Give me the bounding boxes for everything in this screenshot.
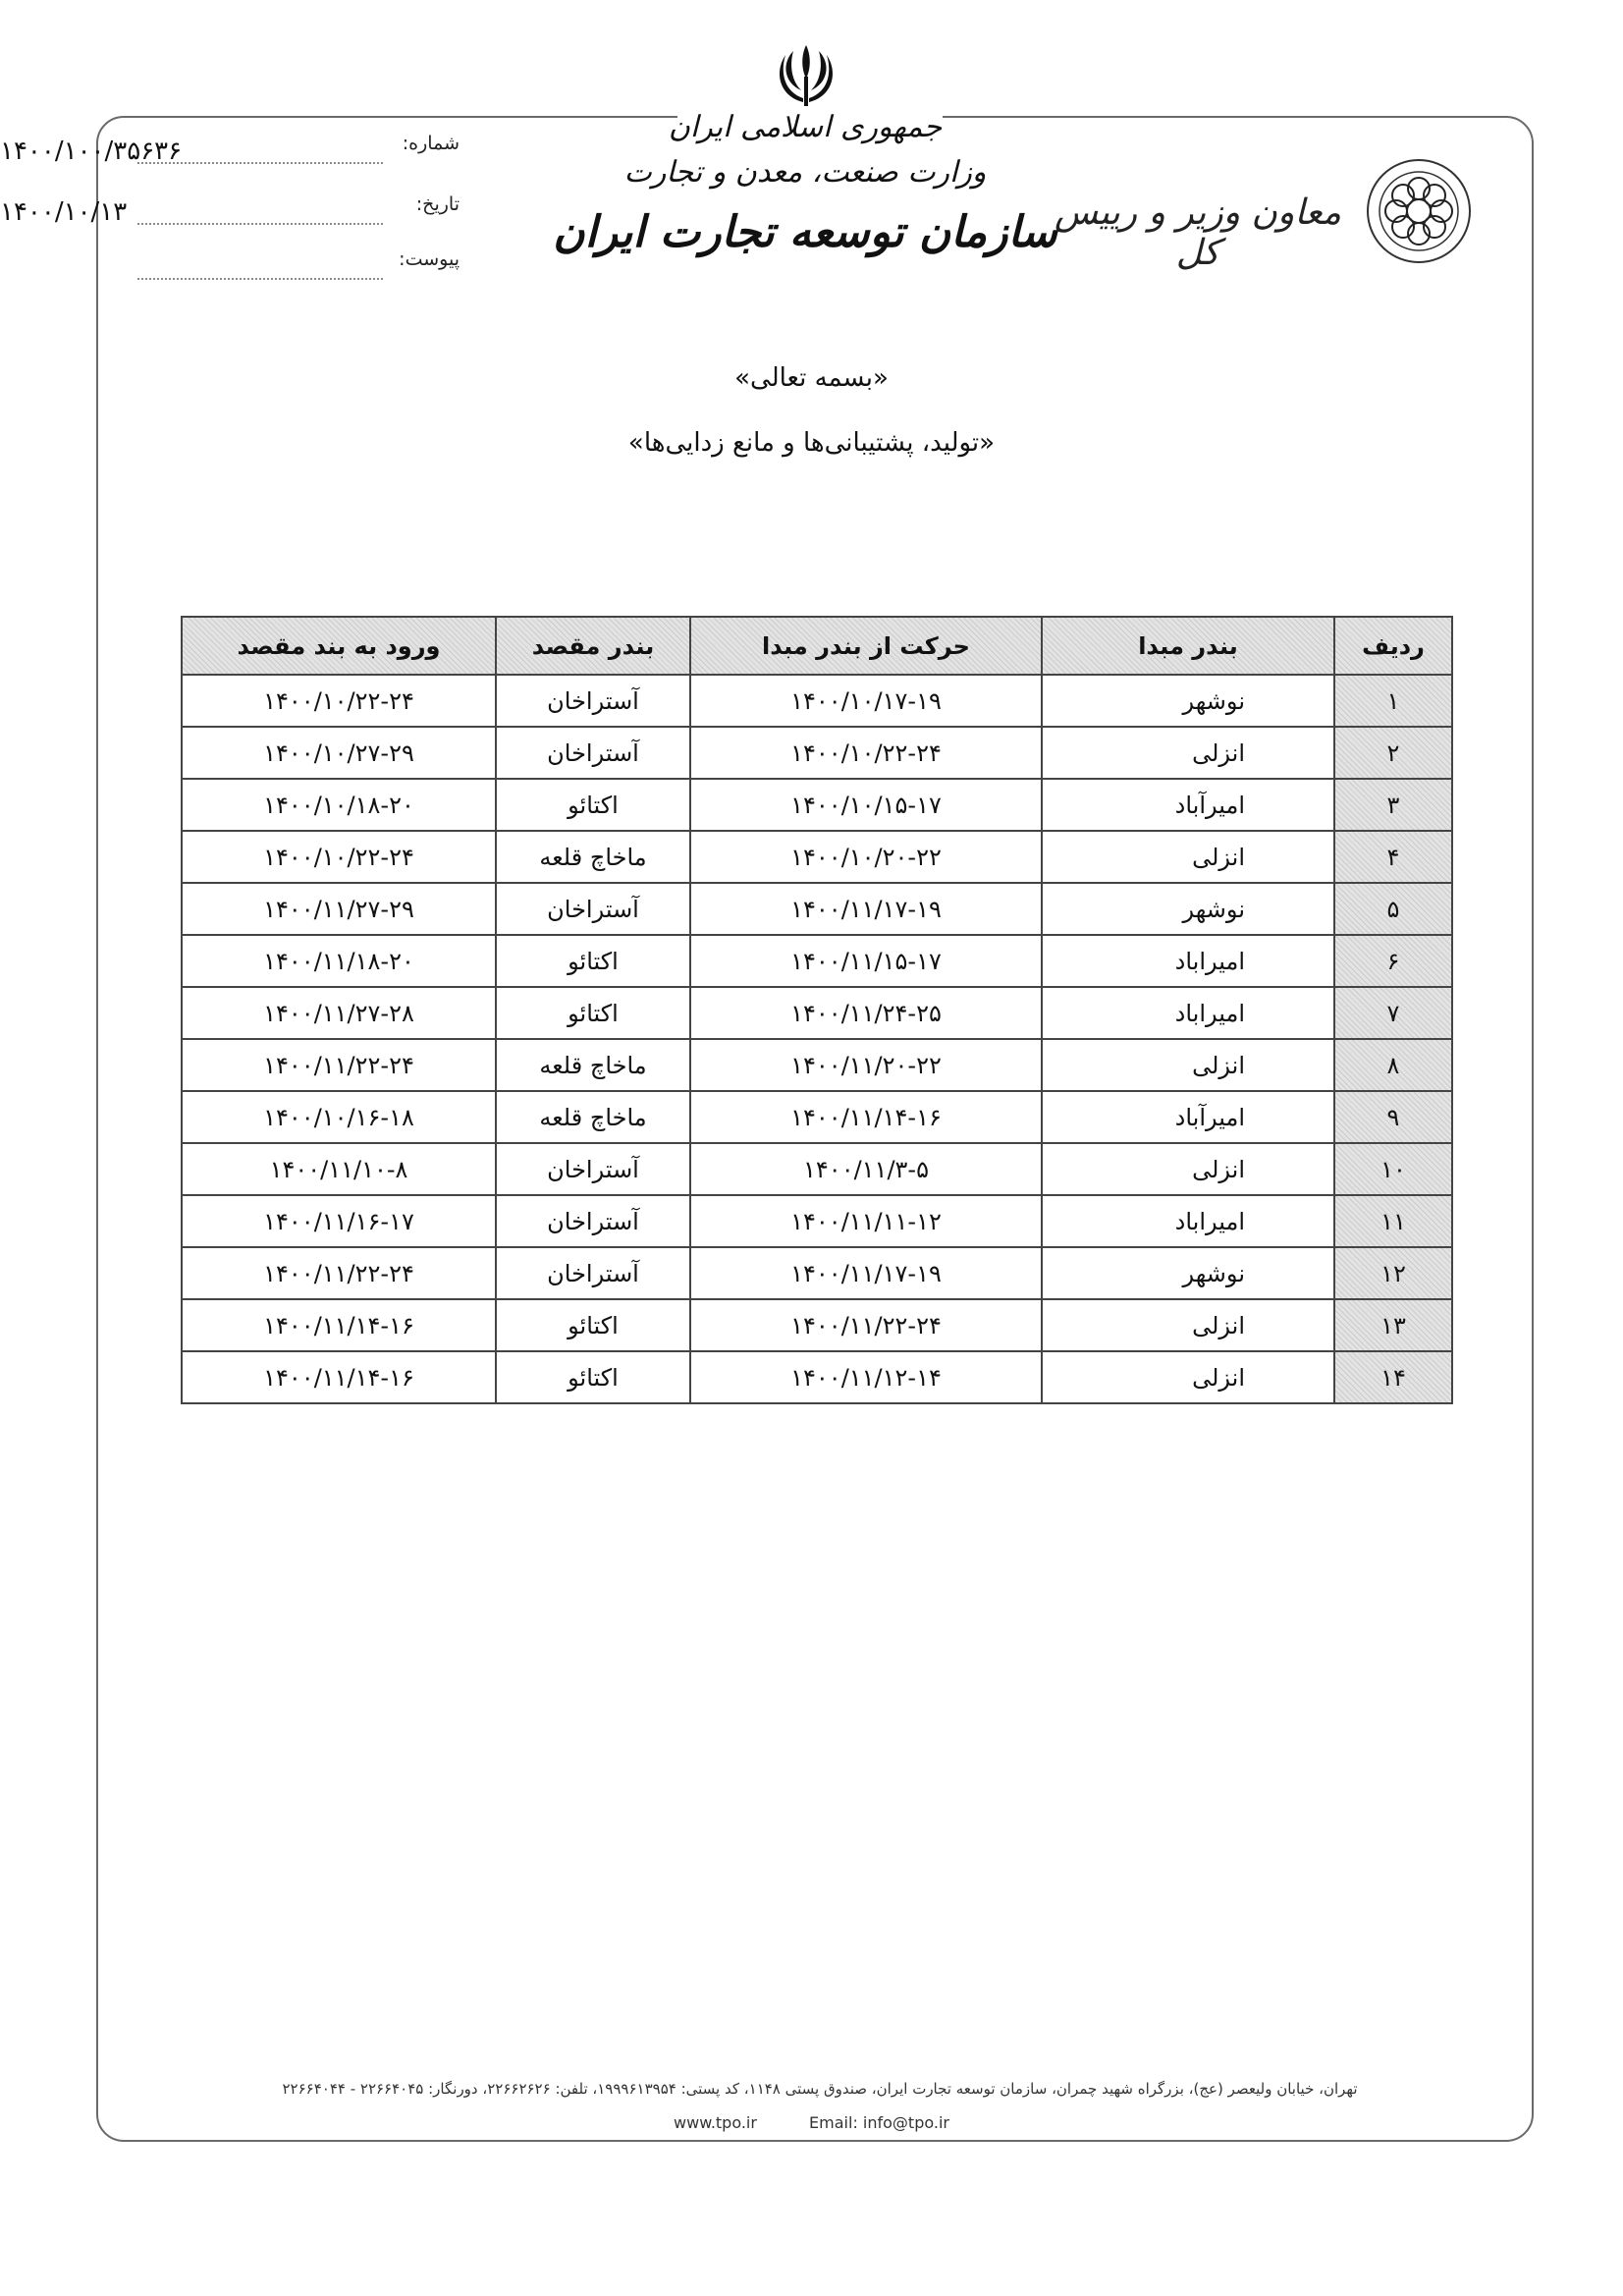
cell-origin: نوشهر	[1042, 675, 1334, 727]
table-row	[182, 727, 1452, 779]
slogan: «تولید، پشتیبانی‌ها و مانع زدایی‌ها»	[627, 428, 996, 458]
cell-idx: ۱۳	[1334, 1299, 1452, 1351]
website-link[interactable]: www.tpo.ir	[674, 2113, 757, 2132]
cell-idx: ۱۰	[1334, 1143, 1452, 1195]
cell-departure: ۱۴۰۰/۱۱/۱۲-۱۴	[690, 1351, 1042, 1403]
cell-departure: ۱۴۰۰/۱۰/۲۰-۲۲	[690, 831, 1042, 883]
letter-number: ۱۴۰۰/۱۰۰/۳۵۶۳۶	[0, 137, 183, 166]
header-destination: بندر مقصد	[496, 617, 690, 675]
table-row	[182, 987, 1452, 1039]
table-row	[182, 935, 1452, 987]
date-row	[0, 193, 471, 233]
ministry-name: وزارت صنعت، معدن و تجارت	[623, 155, 987, 190]
tpo-logo-icon	[1365, 157, 1473, 265]
cell-destination: اکتائو	[496, 987, 690, 1039]
cell-departure: ۱۴۰۰/۱۱/۳-۵	[690, 1143, 1042, 1195]
cell-arrival: ۱۴۰۰/۱۰/۱۶-۱۸	[182, 1091, 496, 1143]
table-row	[182, 1247, 1452, 1299]
cell-arrival: ۱۴۰۰/۱۱/۱۶-۱۷	[182, 1195, 496, 1247]
cell-idx: ۱	[1334, 675, 1452, 727]
cell-destination: آستراخان	[496, 1247, 690, 1299]
cell-arrival: ۱۴۰۰/۱۱/۱۰-۸	[182, 1143, 496, 1195]
country-name: جمهوری اسلامی ایران	[668, 110, 943, 144]
cell-destination: آستراخان	[496, 883, 690, 935]
cell-idx: ۷	[1334, 987, 1452, 1039]
table-row	[182, 1143, 1452, 1195]
table-row	[182, 883, 1452, 935]
cell-arrival: ۱۴۰۰/۱۱/۱۴-۱۶	[182, 1351, 496, 1403]
cell-idx: ۳	[1334, 779, 1452, 831]
cell-arrival: ۱۴۰۰/۱۰/۲۷-۲۹	[182, 727, 496, 779]
cell-origin: انزلی	[1042, 831, 1334, 883]
cell-origin: انزلی	[1042, 1143, 1334, 1195]
footer-contact	[0, 2113, 1623, 2132]
cell-destination: ماخاچ قلعه	[496, 1091, 690, 1143]
cell-arrival: ۱۴۰۰/۱۱/۲۷-۲۹	[182, 883, 496, 935]
header-departure: حرکت از بندر مبدا	[690, 617, 1042, 675]
cell-origin: امیراباد	[1042, 1195, 1334, 1247]
cell-destination: اکتائو	[496, 779, 690, 831]
attachment-dotted-line	[137, 278, 383, 280]
cell-arrival: ۱۴۰۰/۱۱/۱۴-۱۶	[182, 1299, 496, 1351]
table-row	[182, 1091, 1452, 1143]
number-label: شماره:	[402, 133, 460, 154]
cell-origin: نوشهر	[1042, 883, 1334, 935]
cell-origin: امیراباد	[1042, 935, 1334, 987]
cell-departure: ۱۴۰۰/۱۱/۱۷-۱۹	[690, 1247, 1042, 1299]
attachment-row	[0, 248, 471, 288]
cell-origin: انزلی	[1042, 727, 1334, 779]
table-row	[182, 831, 1452, 883]
footer-address: تهران، خیابان ولیعصر (عج)، بزرگراه شهید چمران، سازمان توسعه تجارت ایران، صندوق پستی ۱۱۴۸، کد پستی: ۱۹۹۹۶۱۳۹۵۴، تلفن: ۲۲۶۶۲۶۲۶، دورنگار: ۲۲۶۶۴۰۴۵ - ۲۲۶۶۴۰۴۴	[282, 2080, 1358, 2098]
cell-idx: ۹	[1334, 1091, 1452, 1143]
table-row	[182, 675, 1452, 727]
header-idx: ردیف	[1334, 617, 1452, 675]
cell-arrival: ۱۴۰۰/۱۱/۲۲-۲۴	[182, 1247, 496, 1299]
cell-departure: ۱۴۰۰/۱۱/۱۴-۱۶	[690, 1091, 1042, 1143]
table-row	[182, 1351, 1452, 1403]
table-header-row	[182, 617, 1452, 675]
cell-destination: آستراخان	[496, 727, 690, 779]
letter-metadata	[0, 133, 471, 280]
date-dotted-line	[137, 223, 383, 225]
cell-idx: ۵	[1334, 883, 1452, 935]
table-row	[182, 1195, 1452, 1247]
cell-idx: ۱۱	[1334, 1195, 1452, 1247]
deputy-title: معاون وزیر و رییس کل	[1055, 192, 1341, 273]
cell-destination: اکتائو	[496, 935, 690, 987]
cell-arrival: ۱۴۰۰/۱۱/۱۸-۲۰	[182, 935, 496, 987]
cell-departure: ۱۴۰۰/۱۰/۱۵-۱۷	[690, 779, 1042, 831]
cell-origin: انزلی	[1042, 1299, 1334, 1351]
cell-idx: ۸	[1334, 1039, 1452, 1091]
cell-arrival: ۱۴۰۰/۱۱/۲۷-۲۸	[182, 987, 496, 1039]
cell-departure: ۱۴۰۰/۱۱/۱۱-۱۲	[690, 1195, 1042, 1247]
shipping-schedule-table	[181, 616, 1453, 1404]
cell-destination: آستراخان	[496, 1143, 690, 1195]
table-row	[182, 1039, 1452, 1091]
date-label: تاریخ:	[415, 193, 460, 215]
cell-idx: ۴	[1334, 831, 1452, 883]
number-row	[0, 133, 471, 172]
cell-departure: ۱۴۰۰/۱۱/۱۵-۱۷	[690, 935, 1042, 987]
cell-destination: ماخاچ قلعه	[496, 1039, 690, 1091]
cell-destination: آستراخان	[496, 675, 690, 727]
letter-date: ۱۴۰۰/۱۰/۱۳	[0, 197, 128, 227]
header-origin: بندر مبدا	[1042, 617, 1334, 675]
cell-departure: ۱۴۰۰/۱۱/۲۴-۲۵	[690, 987, 1042, 1039]
table-row	[182, 779, 1452, 831]
cell-idx: ۱۴	[1334, 1351, 1452, 1403]
email-link[interactable]: Email: info@tpo.ir	[809, 2113, 949, 2132]
cell-idx: ۲	[1334, 727, 1452, 779]
cell-arrival: ۱۴۰۰/۱۱/۲۲-۲۴	[182, 1039, 496, 1091]
basmala: «بسمه تعالی»	[734, 363, 889, 393]
cell-arrival: ۱۴۰۰/۱۰/۲۲-۲۴	[182, 675, 496, 727]
cell-departure: ۱۴۰۰/۱۰/۲۲-۲۴	[690, 727, 1042, 779]
cell-departure: ۱۴۰۰/۱۱/۱۷-۱۹	[690, 883, 1042, 935]
cell-destination: اکتائو	[496, 1351, 690, 1403]
cell-origin: انزلی	[1042, 1039, 1334, 1091]
cell-idx: ۶	[1334, 935, 1452, 987]
number-dotted-line	[137, 162, 383, 164]
cell-departure: ۱۴۰۰/۱۱/۲۲-۲۴	[690, 1299, 1042, 1351]
cell-departure: ۱۴۰۰/۱۱/۲۰-۲۲	[690, 1039, 1042, 1091]
organization-name: سازمان توسعه تجارت ایران	[553, 207, 1057, 257]
org-header	[550, 108, 1060, 267]
cell-arrival: ۱۴۰۰/۱۰/۲۲-۲۴	[182, 831, 496, 883]
cell-origin: انزلی	[1042, 1351, 1334, 1403]
cell-origin: امیراباد	[1042, 987, 1334, 1039]
header-arrival: ورود به بند مقصد	[182, 617, 496, 675]
cell-idx: ۱۲	[1334, 1247, 1452, 1299]
attachment-label: پیوست:	[399, 248, 460, 270]
cell-destination: اکتائو	[496, 1299, 690, 1351]
cell-departure: ۱۴۰۰/۱۰/۱۷-۱۹	[690, 675, 1042, 727]
cell-origin: امیرآباد	[1042, 1091, 1334, 1143]
cell-destination: آستراخان	[496, 1195, 690, 1247]
table-row	[182, 1299, 1452, 1351]
cell-origin: امیرآباد	[1042, 779, 1334, 831]
cell-arrival: ۱۴۰۰/۱۰/۱۸-۲۰	[182, 779, 496, 831]
cell-origin: نوشهر	[1042, 1247, 1334, 1299]
iran-emblem-icon	[772, 39, 840, 112]
cell-destination: ماخاچ قلعه	[496, 831, 690, 883]
